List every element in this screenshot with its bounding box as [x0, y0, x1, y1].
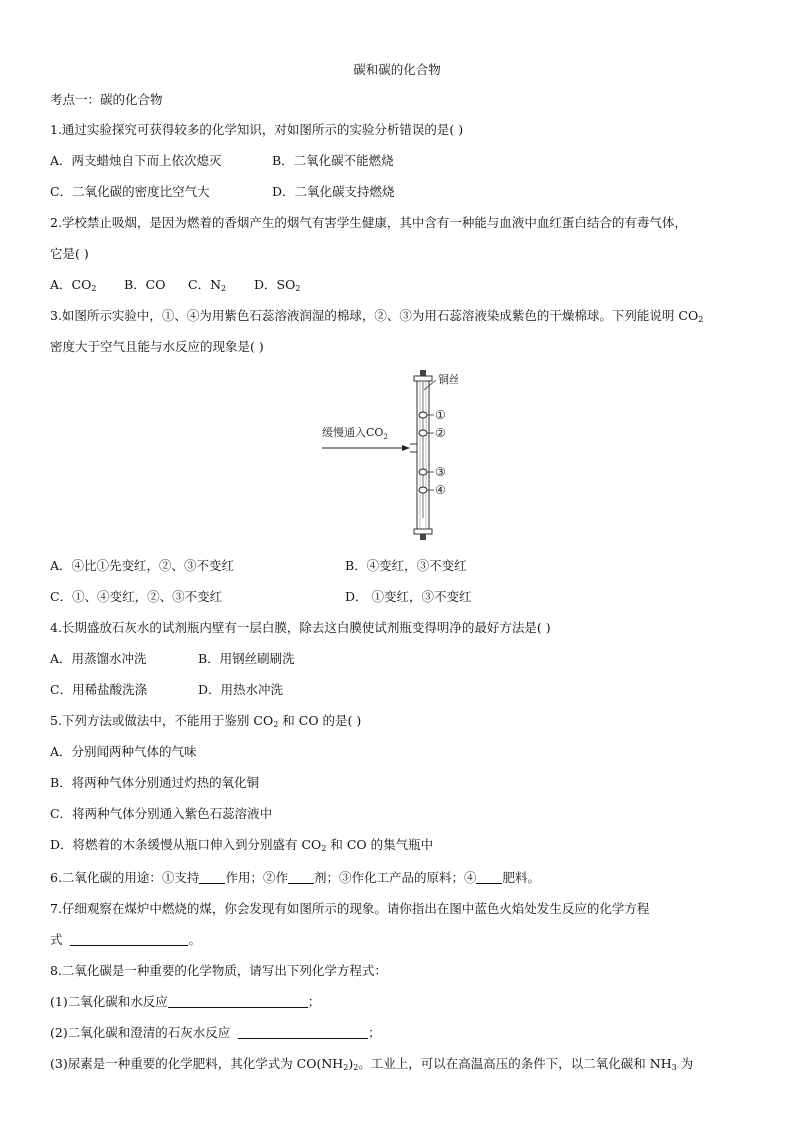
q3-option-d: D． ①变红，③不变红 — [345, 589, 472, 604]
q2-option-d: D．$SO_2$ — [254, 277, 301, 293]
tube-top-cap — [414, 376, 432, 381]
q4-option-b: B．用钢丝刷刷洗 — [198, 651, 295, 666]
q3-option-a: A．④比①先变红，②、③不变红 — [50, 558, 235, 573]
cotton-label-4: ④ — [435, 483, 446, 497]
question-7-stem-line2: 式 。 — [50, 932, 201, 947]
q2-option-c: C．$N_2$ — [188, 277, 227, 293]
arrow-head — [402, 445, 410, 451]
q7-answer-blank[interactable] — [70, 933, 188, 946]
tube-top-stopper — [420, 370, 426, 376]
cotton-label-1: ① — [435, 408, 446, 422]
q5-option-d: D．将燃着的木条缓慢从瓶口伸入到分别盛有 $CO_2$ 和 CO 的集气瓶中 — [50, 837, 434, 853]
q8-sub-1: (1)二氧化碳和水反应 ； — [50, 994, 321, 1009]
cotton-ball-3 — [419, 469, 427, 475]
q8-sub-3: (3)尿素是一种重要的化学肥料，其化学式为 $CO(NH_2)_2$。工业上，可以在高温高压的条件下，以二氧化碳和 $NH_3$ 为 — [50, 1056, 694, 1072]
q1-option-d: D．二氧化碳支持燃烧 — [272, 184, 395, 199]
gas-inlet-label: 缓慢通入$CO_2$ — [322, 426, 388, 441]
q4-option-c: C．用稀盐酸洗涤 — [50, 682, 148, 697]
cotton-ball-1 — [419, 412, 427, 418]
q8-blank-1[interactable] — [168, 995, 308, 1008]
q8-sub-2: (2)二氧化碳和澄清的石灰水反应 ； — [50, 1025, 381, 1040]
q1-option-b: B．二氧化碳不能燃烧 — [272, 153, 394, 168]
q4-option-d: D．用热水冲洗 — [198, 682, 284, 697]
q6-blank-2[interactable] — [288, 871, 314, 884]
tube-bottom-stopper — [420, 534, 426, 540]
q2-option-a: A．$CO_2$ — [50, 277, 97, 293]
section-heading: 考点一：碳的化合物 — [50, 92, 163, 107]
question-5-stem: 5.下列方法或做法中，不能用于鉴别 $CO_2$ 和 CO 的是( ) — [50, 713, 362, 729]
tube-bottom-cap — [414, 529, 432, 534]
question-8-stem: 8.二氧化碳是一种重要的化学物质，请写出下列化学方程式： — [50, 963, 387, 978]
question-7-stem-line1: 7.仔细观察在煤炉中燃烧的煤，你会发现有如图所示的现象。请你指出在图中蓝色火焰处发生反应的化学方程 — [50, 901, 650, 916]
q1-option-c: C．二氧化碳的密度比空气大 — [50, 184, 210, 199]
question-2-stem-line1: 2.学校禁止吸烟，是因为燃着的香烟产生的烟气有害学生健康，其中含有一种能与血液中血红蛋白结合的有毒气体， — [50, 215, 687, 230]
q8-blank-2[interactable] — [238, 1026, 368, 1039]
question-1-stem: 1.通过实验探究可获得较多的化学知识，对如图所示的实验分析错误的是( ) — [50, 122, 464, 137]
q1-option-a: A．两支蜡烛自下而上依次熄灭 — [50, 153, 222, 168]
page-title: 碳和碳的化合物 — [353, 62, 441, 77]
question-3-stem-line1: 3.如图所示实验中，①、④为用紫色石蕊溶液润湿的棉球，②、③为用石蕊溶液染成紫色的干燥棉球。下列能说明 $CO_2$ — [50, 308, 704, 324]
q5-option-b: B．将两种气体分别通过灼热的氧化铜 — [50, 775, 260, 790]
q3-apparatus-diagram — [318, 368, 458, 544]
question-2-stem-line2: 它是( ) — [50, 246, 89, 261]
cotton-ball-2 — [419, 430, 427, 436]
question-4-stem: 4.长期盛放石灰水的试剂瓶内壁有一层白膜，除去这白膜使试剂瓶变得明净的最好方法是( ) — [50, 620, 551, 635]
copper-wire-label: 铜丝 — [438, 373, 458, 386]
cotton-ball-4 — [419, 487, 427, 493]
q3-option-b: B．④变红，③不变红 — [345, 558, 467, 573]
question-3-stem-line2: 密度大于空气且能与水反应的现象是( ) — [50, 339, 264, 354]
q5-option-c: C．将两种气体分别通入紫色石蕊溶液中 — [50, 806, 273, 821]
q2-option-b: B．CO — [124, 277, 166, 292]
q3-option-c: C．①、④变红，②、③不变红 — [50, 589, 223, 604]
question-6: 6.二氧化碳的用途：①支持 作用；②作 剂；③作化工产品的原料；④ 肥料。 — [50, 870, 540, 885]
q3-experiment-figure — [318, 368, 458, 544]
q5-option-a: A．分别闻两种气体的气味 — [50, 744, 197, 759]
q6-blank-3[interactable] — [476, 871, 502, 884]
cotton-label-3: ③ — [435, 465, 446, 479]
cotton-label-2: ② — [435, 426, 446, 440]
q6-blank-1[interactable] — [199, 871, 225, 884]
q4-option-a: A．用蒸馏水冲洗 — [50, 651, 147, 666]
